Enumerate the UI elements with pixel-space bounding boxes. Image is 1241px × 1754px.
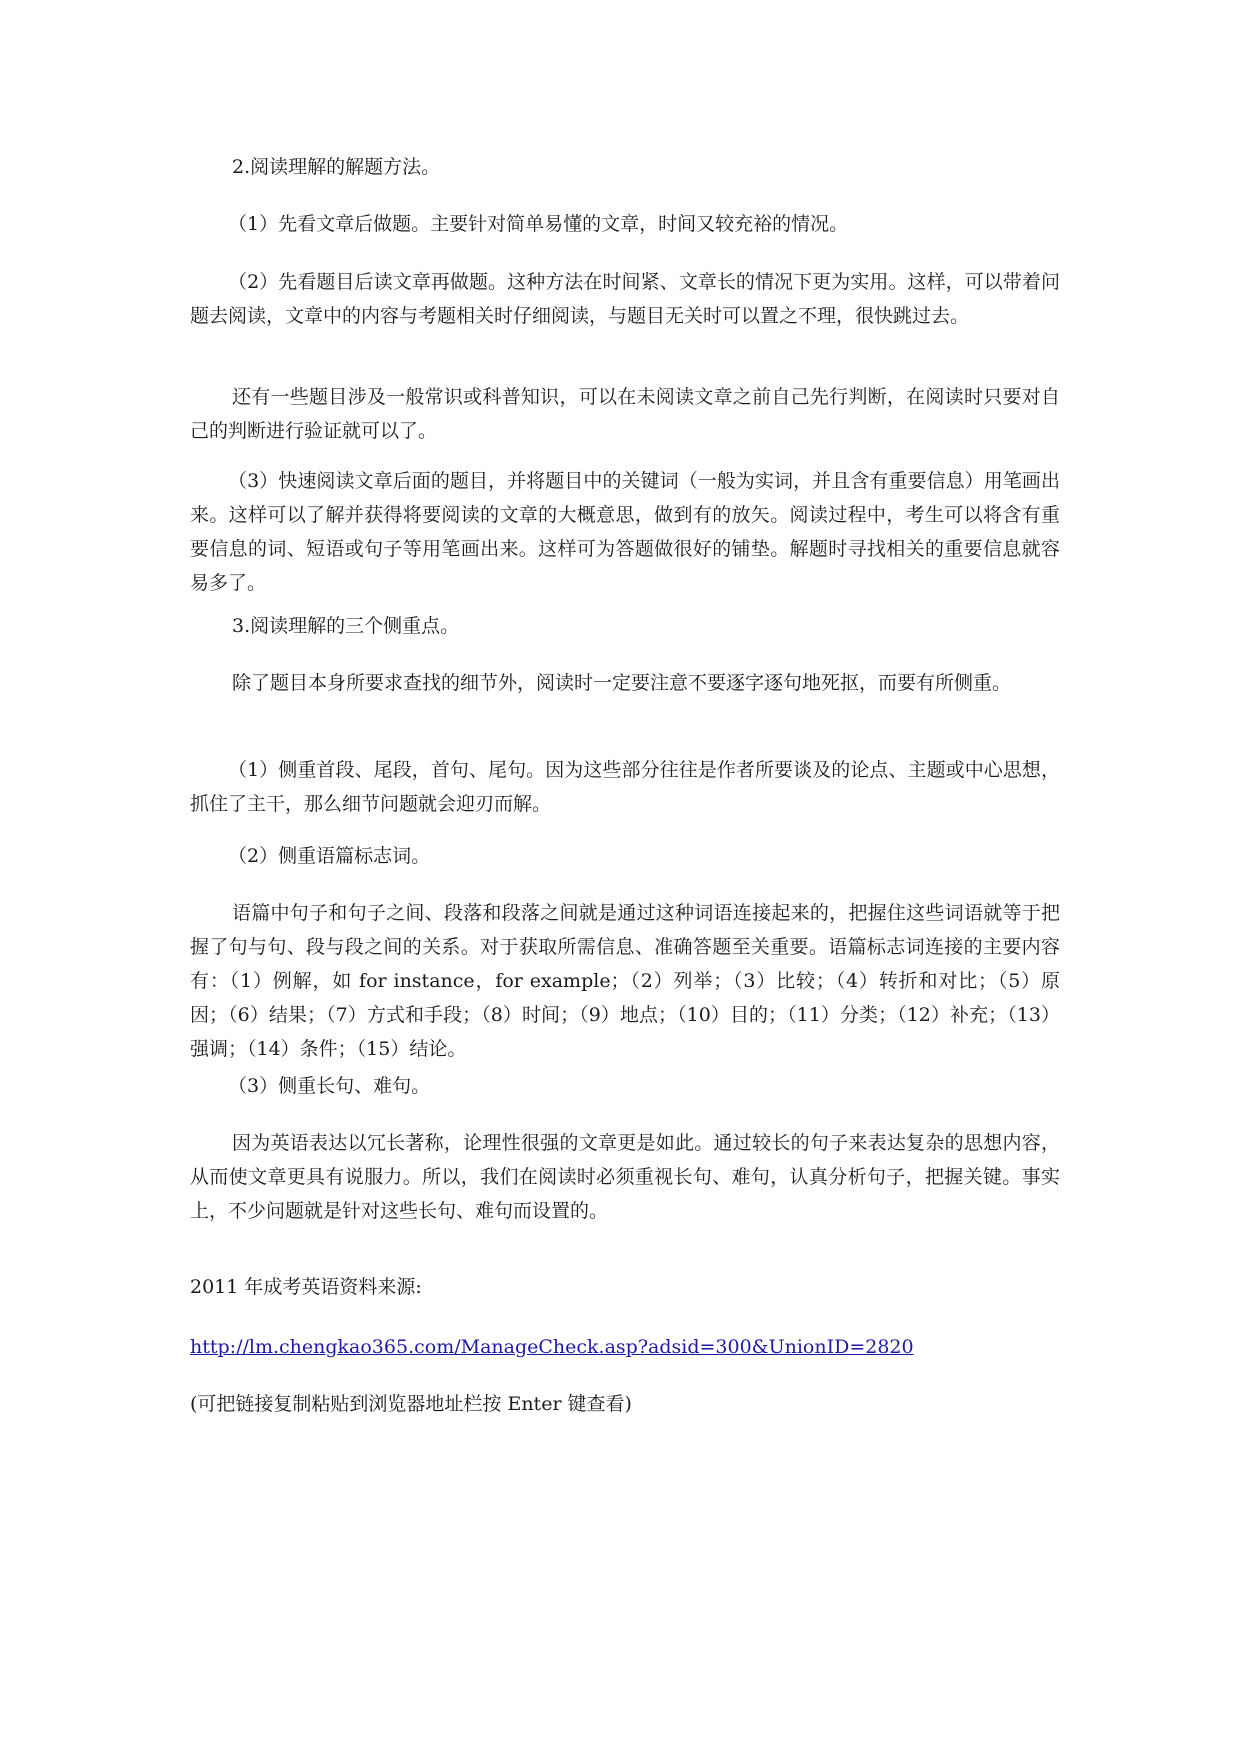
focus-2-body: 语篇中句子和句子之间、段落和段落之间就是通过这种词语连接起来的，把握住这些词语就等于把握了句与句、段与段之间的关系。对于获取所需信息、准确答题至关重要。语篇标志词连接的主要内容有：（1）例解，如 for instance，for example；（2）列举；（3）比较；（4）转折和对比；（5）原因；（6）结果；（7）方式和手段；（8）时间；（9）地点；（10）目的；（11）分类；（12）补充；（13）强调；（14）条件；（15）结论。 [190, 902, 1060, 1060]
focus-intro-paragraph: 除了题目本身所要求查找的细节外，阅读时一定要注意不要逐字逐句地死抠，而要有所侧重。 [232, 672, 1012, 694]
focus-3-heading: （3）侧重长句、难句。 [228, 1075, 431, 1097]
focus-3-body: 因为英语表达以冗长著称，论理性很强的文章更是如此。通过较长的句子来表达复杂的思想内容，从而使文章更具有说服力。所以，我们在阅读时必须重视长句、难句，认真分析句子，把握关键。事实上，不少问题就是针对这些长句、难句而设置的。 [190, 1132, 1060, 1222]
method-3-paragraph: （3）快速阅读文章后面的题目，并将题目中的关键词（一般为实词，并且含有重要信息）用笔画出来。这样可以了解并获得将要阅读的文章的大概意思，做到有的放矢。阅读过程中，考生可以将含有重要信息的词、短语或句子等用笔画出来。这样可为答题做很好的铺垫。解题时寻找相关的重要信息就容易多了。 [190, 470, 1060, 594]
focus-1-paragraph: （1）侧重首段、尾段，首句、尾句。因为这些部分往往是作者所要谈及的论点、主题或中心思想，抓住了主干，那么细节问题就会迎刃而解。 [190, 759, 1060, 815]
section-heading-3: 3.阅读理解的三个侧重点。 [232, 615, 460, 637]
common-sense-paragraph: 还有一些题目涉及一般常识或科普知识，可以在未阅读文章之前自己先行判断，在阅读时只要对自己的判断进行验证就可以了。 [190, 386, 1060, 442]
source-link[interactable]: http://lm.chengkao365.com/ManageCheck.asp?adsid=300&UnionID=2820 [190, 1336, 914, 1358]
source-note: (可把链接复制粘贴到浏览器地址栏按 Enter 键查看) [190, 1393, 632, 1415]
section-heading-2: 2.阅读理解的解题方法。 [232, 156, 441, 178]
method-2-paragraph: （2）先看题目后读文章再做题。这种方法在时间紧、文章长的情况下更为实用。这样，可以带着问题去阅读，文章中的内容与考题相关时仔细阅读，与题目无关时可以置之不理，很快跳过去。 [190, 271, 1060, 327]
source-label: 2011 年成考英语资料来源: [190, 1276, 422, 1298]
focus-2-heading: （2）侧重语篇标志词。 [228, 845, 431, 867]
method-1-paragraph: （1）先看文章后做题。主要针对简单易懂的文章，时间又较充裕的情况。 [228, 213, 849, 235]
